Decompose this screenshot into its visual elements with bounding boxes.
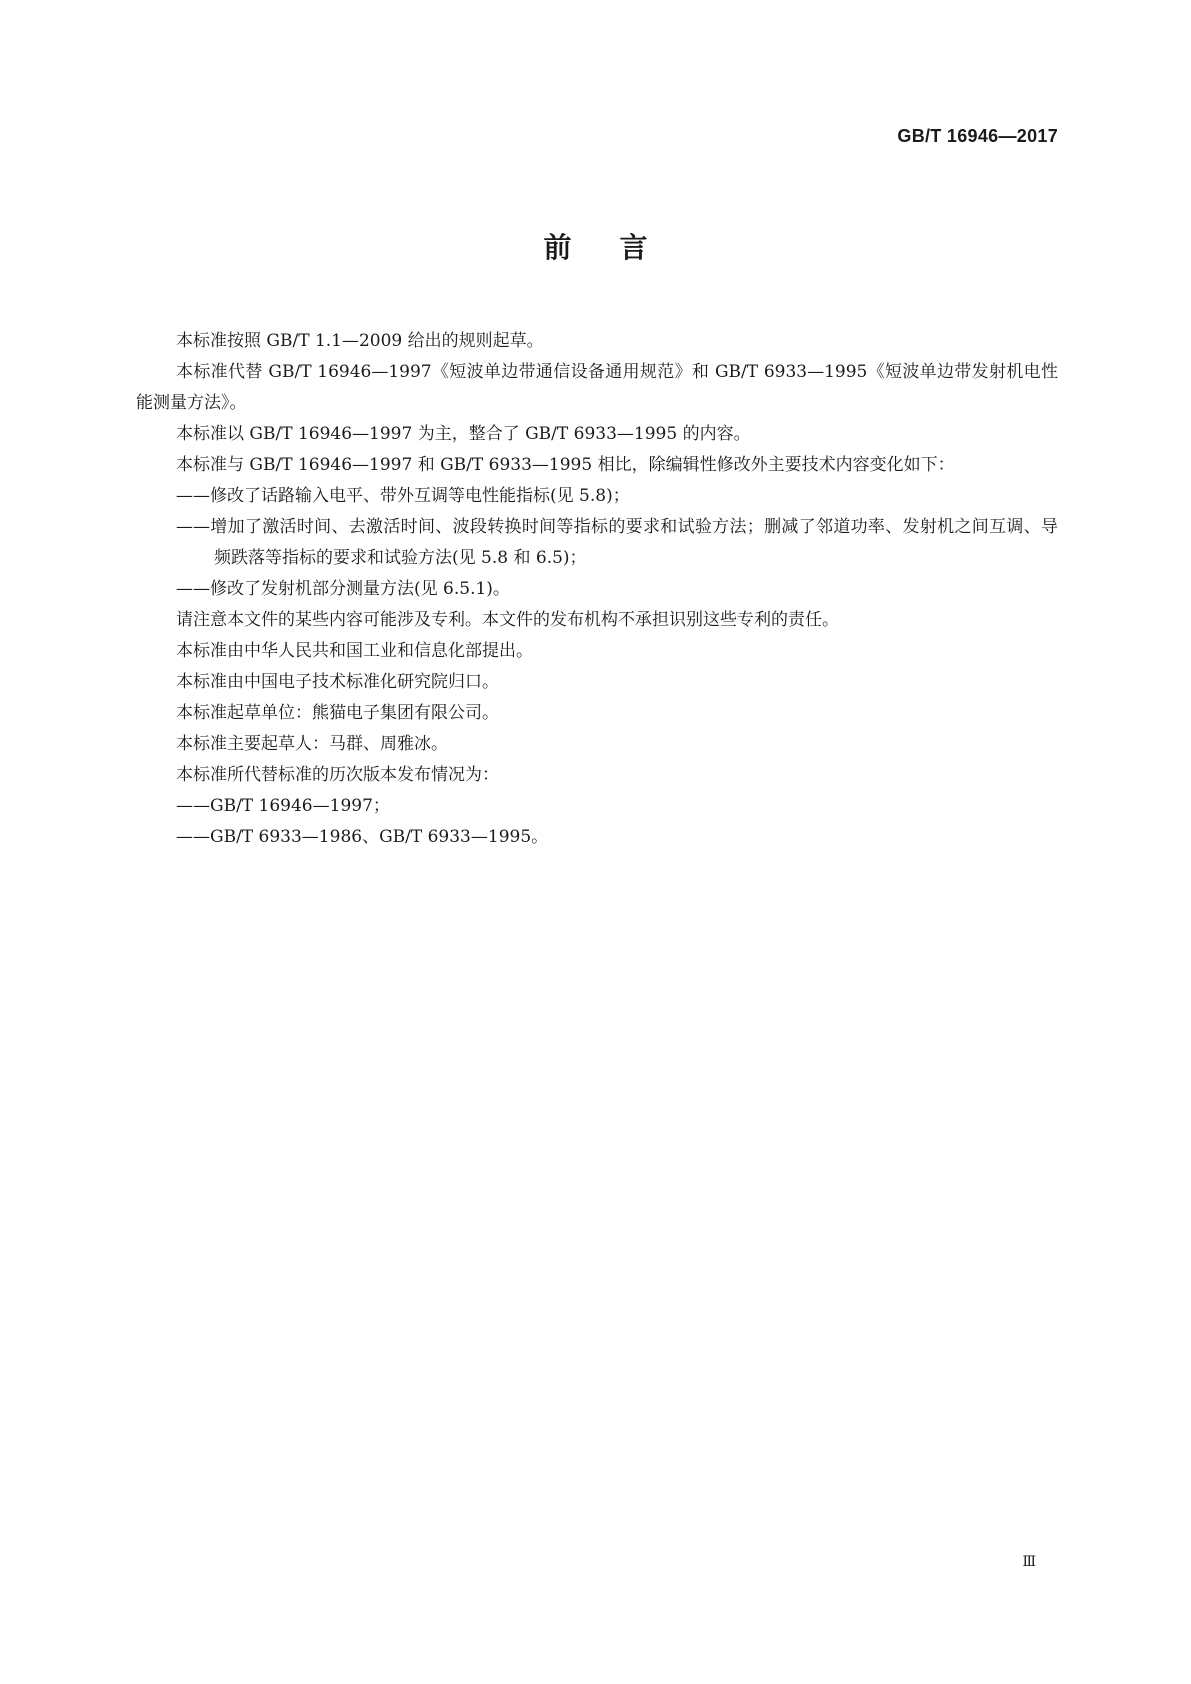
- foreword-body: [136, 326, 1058, 853]
- paragraph-replaces: 本标准代替 GB/T 16946—1997《短波单边带通信设备通用规范》和 GB/T 6933—1995《短波单边带发射机电性能测量方法》。: [136, 362, 1058, 413]
- change-item: ——修改了发射机部分测量方法(见 6.5.1)。: [176, 579, 510, 599]
- paragraph-history-intro: 本标准所代替标准的历次版本发布情况为：: [176, 765, 499, 785]
- paragraph-drafting-rules: 本标准按照 GB/T 1.1—2009 给出的规则起草。: [176, 331, 544, 351]
- paragraph-drafting-org: 本标准起草单位：熊猫电子集团有限公司。: [176, 703, 499, 723]
- history-item: ——GB/T 6933—1986、GB/T 6933—1995。: [176, 827, 549, 847]
- paragraph-patent-notice: 请注意本文件的某些内容可能涉及专利。本文件的发布机构不承担识别这些专利的责任。: [176, 610, 839, 630]
- paragraph-changes-intro: 本标准与 GB/T 16946—1997 和 GB/T 6933—1995 相比，除编辑性修改外主要技术内容变化如下：: [176, 455, 955, 475]
- standard-code: GB/T 16946—2017: [897, 126, 1058, 146]
- history-item: ——GB/T 16946—1997；: [176, 796, 390, 816]
- page-title: 前言: [543, 231, 696, 264]
- paragraph-governing-body: 本标准由中国电子技术标准化研究院归口。: [176, 672, 499, 692]
- paragraph-integration: 本标准以 GB/T 16946—1997 为主，整合了 GB/T 6933—1995 的内容。: [176, 424, 751, 444]
- change-item: ——修改了话路输入电平、带外互调等电性能指标(见 5.8)；: [176, 486, 630, 506]
- change-item: ——增加了激活时间、去激活时间、波段转换时间等指标的要求和试验方法；删减了邻道功率、发射机之间互调、导频跌落等指标的要求和试验方法(见 5.8 和 6.5)；: [176, 517, 1058, 568]
- paragraph-proposer: 本标准由中华人民共和国工业和信息化部提出。: [176, 641, 533, 661]
- paragraph-drafters: 本标准主要起草人：马群、周雅冰。: [176, 734, 448, 754]
- page-number: Ⅲ: [1022, 1554, 1036, 1570]
